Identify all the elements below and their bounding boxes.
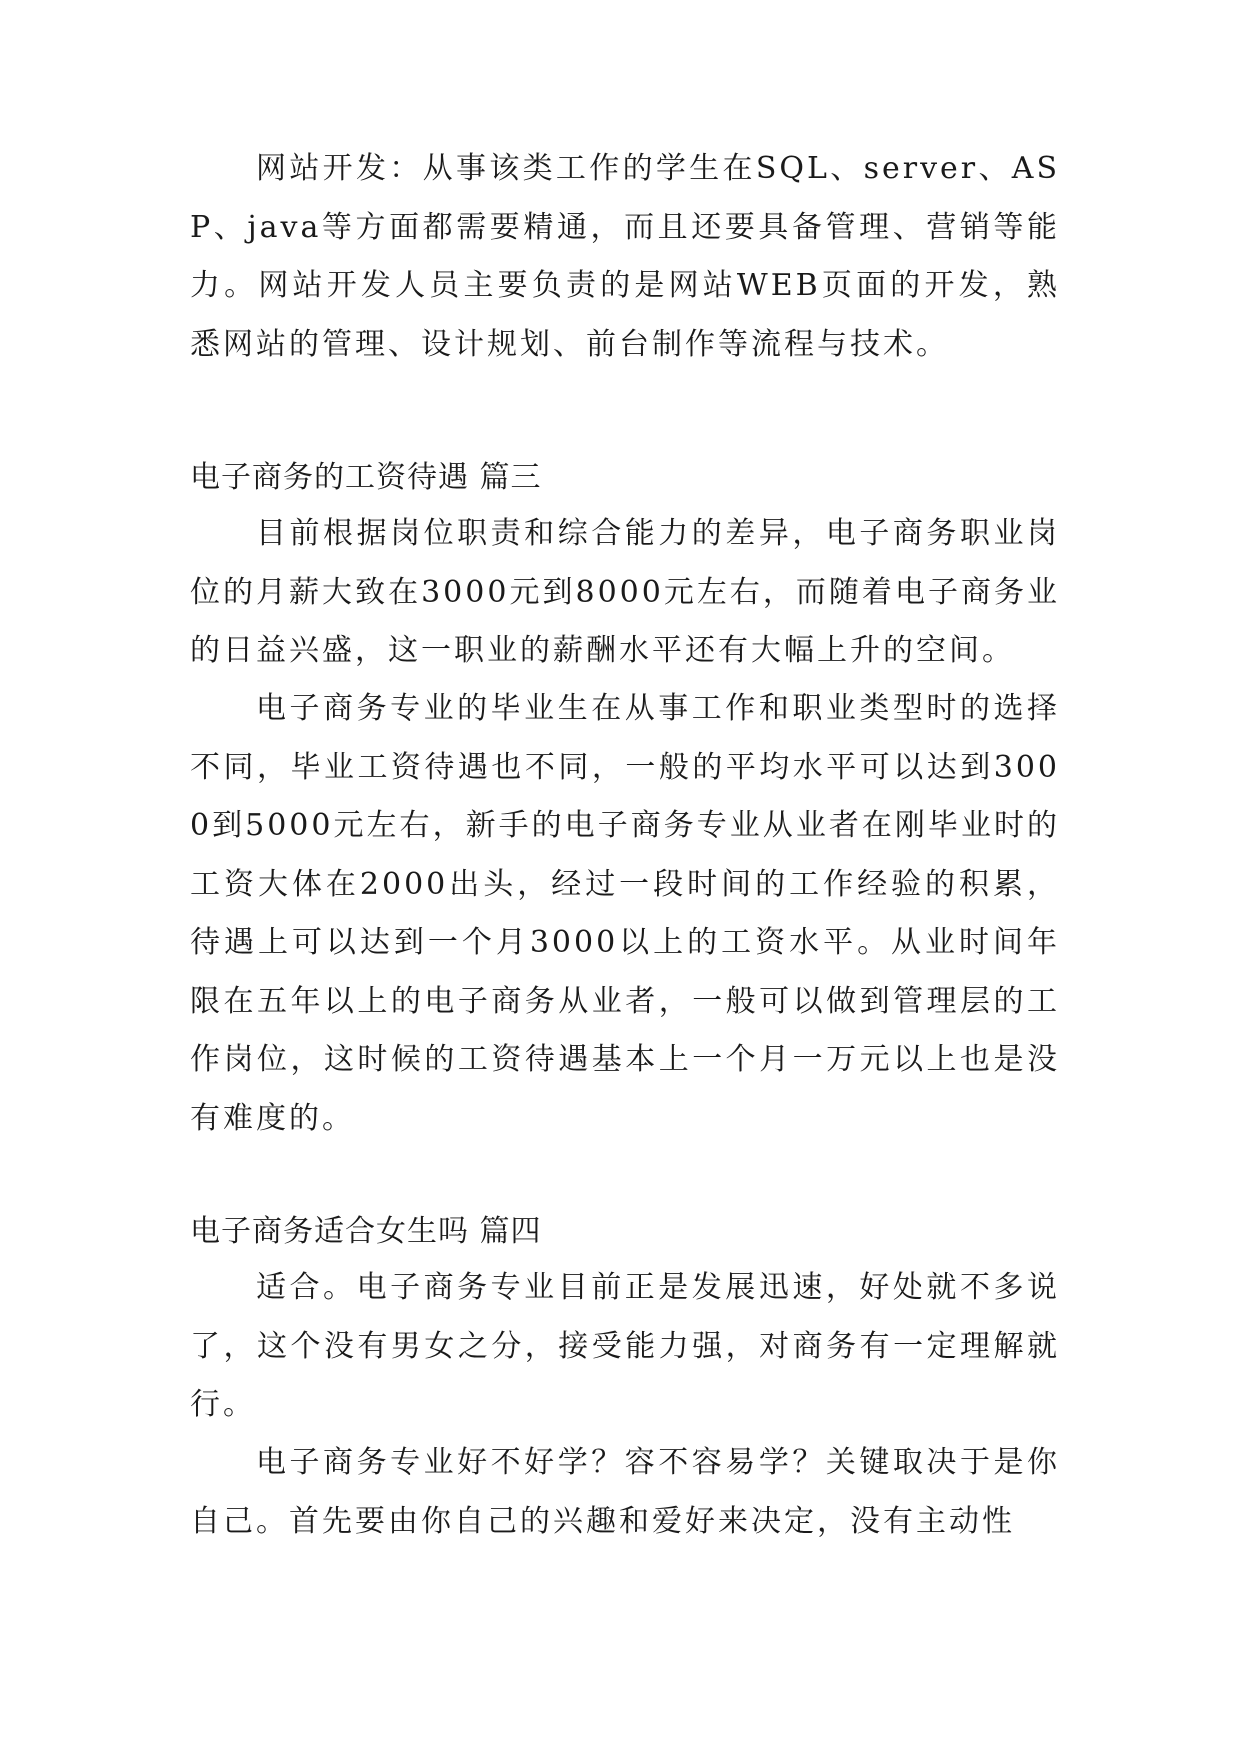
paragraph-graduate-salary: 电子商务专业的毕业生在从事工作和职业类型时的选择不同，毕业工资待遇也不同，一般的平均水平可以达到3000到5000元左右，新手的电子商务专业从业者在刚毕业时的工资大体在2000出头，经过一段时间的工作经验的积累，待遇上可以达到一个月3000以上的工资水平。从业时间年限在五年以上的电子商务从业者，一般可以做到管理层的工作岗位，这时候的工资待遇基本上一个月一万元以上也是没有难度的。 (190, 691, 1060, 1136)
paragraph-website-development: 网站开发：从事该类工作的学生在SQL、server、ASP、java等方面都需要精通，而且还要具备管理、营销等能力。网站开发人员主要负责的是网站WEB页面的开发，熟悉网站的管理、设计规划、前台制作等流程与技术。 (190, 151, 1060, 362)
section-heading-female-suitability: 电子商务适合女生吗 篇四 (190, 1214, 542, 1249)
section-heading-salary: 电子商务的工资待遇 篇三 (190, 460, 542, 495)
paragraph-ease-of-learning: 电子商务专业好不好学？容不容易学？关键取决于是你自己。首先要由你自己的兴趣和爱好来决定，没有主动性 (190, 1445, 1060, 1539)
paragraph-salary-range: 目前根据岗位职责和综合能力的差异，电子商务职业岗位的月薪大致在3000元到8000元左右，而随着电子商务业的日益兴盛，这一职业的薪酬水平还有大幅上升的空间。 (190, 516, 1060, 668)
paragraph-suitable: 适合。电子商务专业目前正是发展迅速，好处就不多说了，这个没有男女之分，接受能力强，对商务有一定理解就行。 (190, 1270, 1060, 1422)
